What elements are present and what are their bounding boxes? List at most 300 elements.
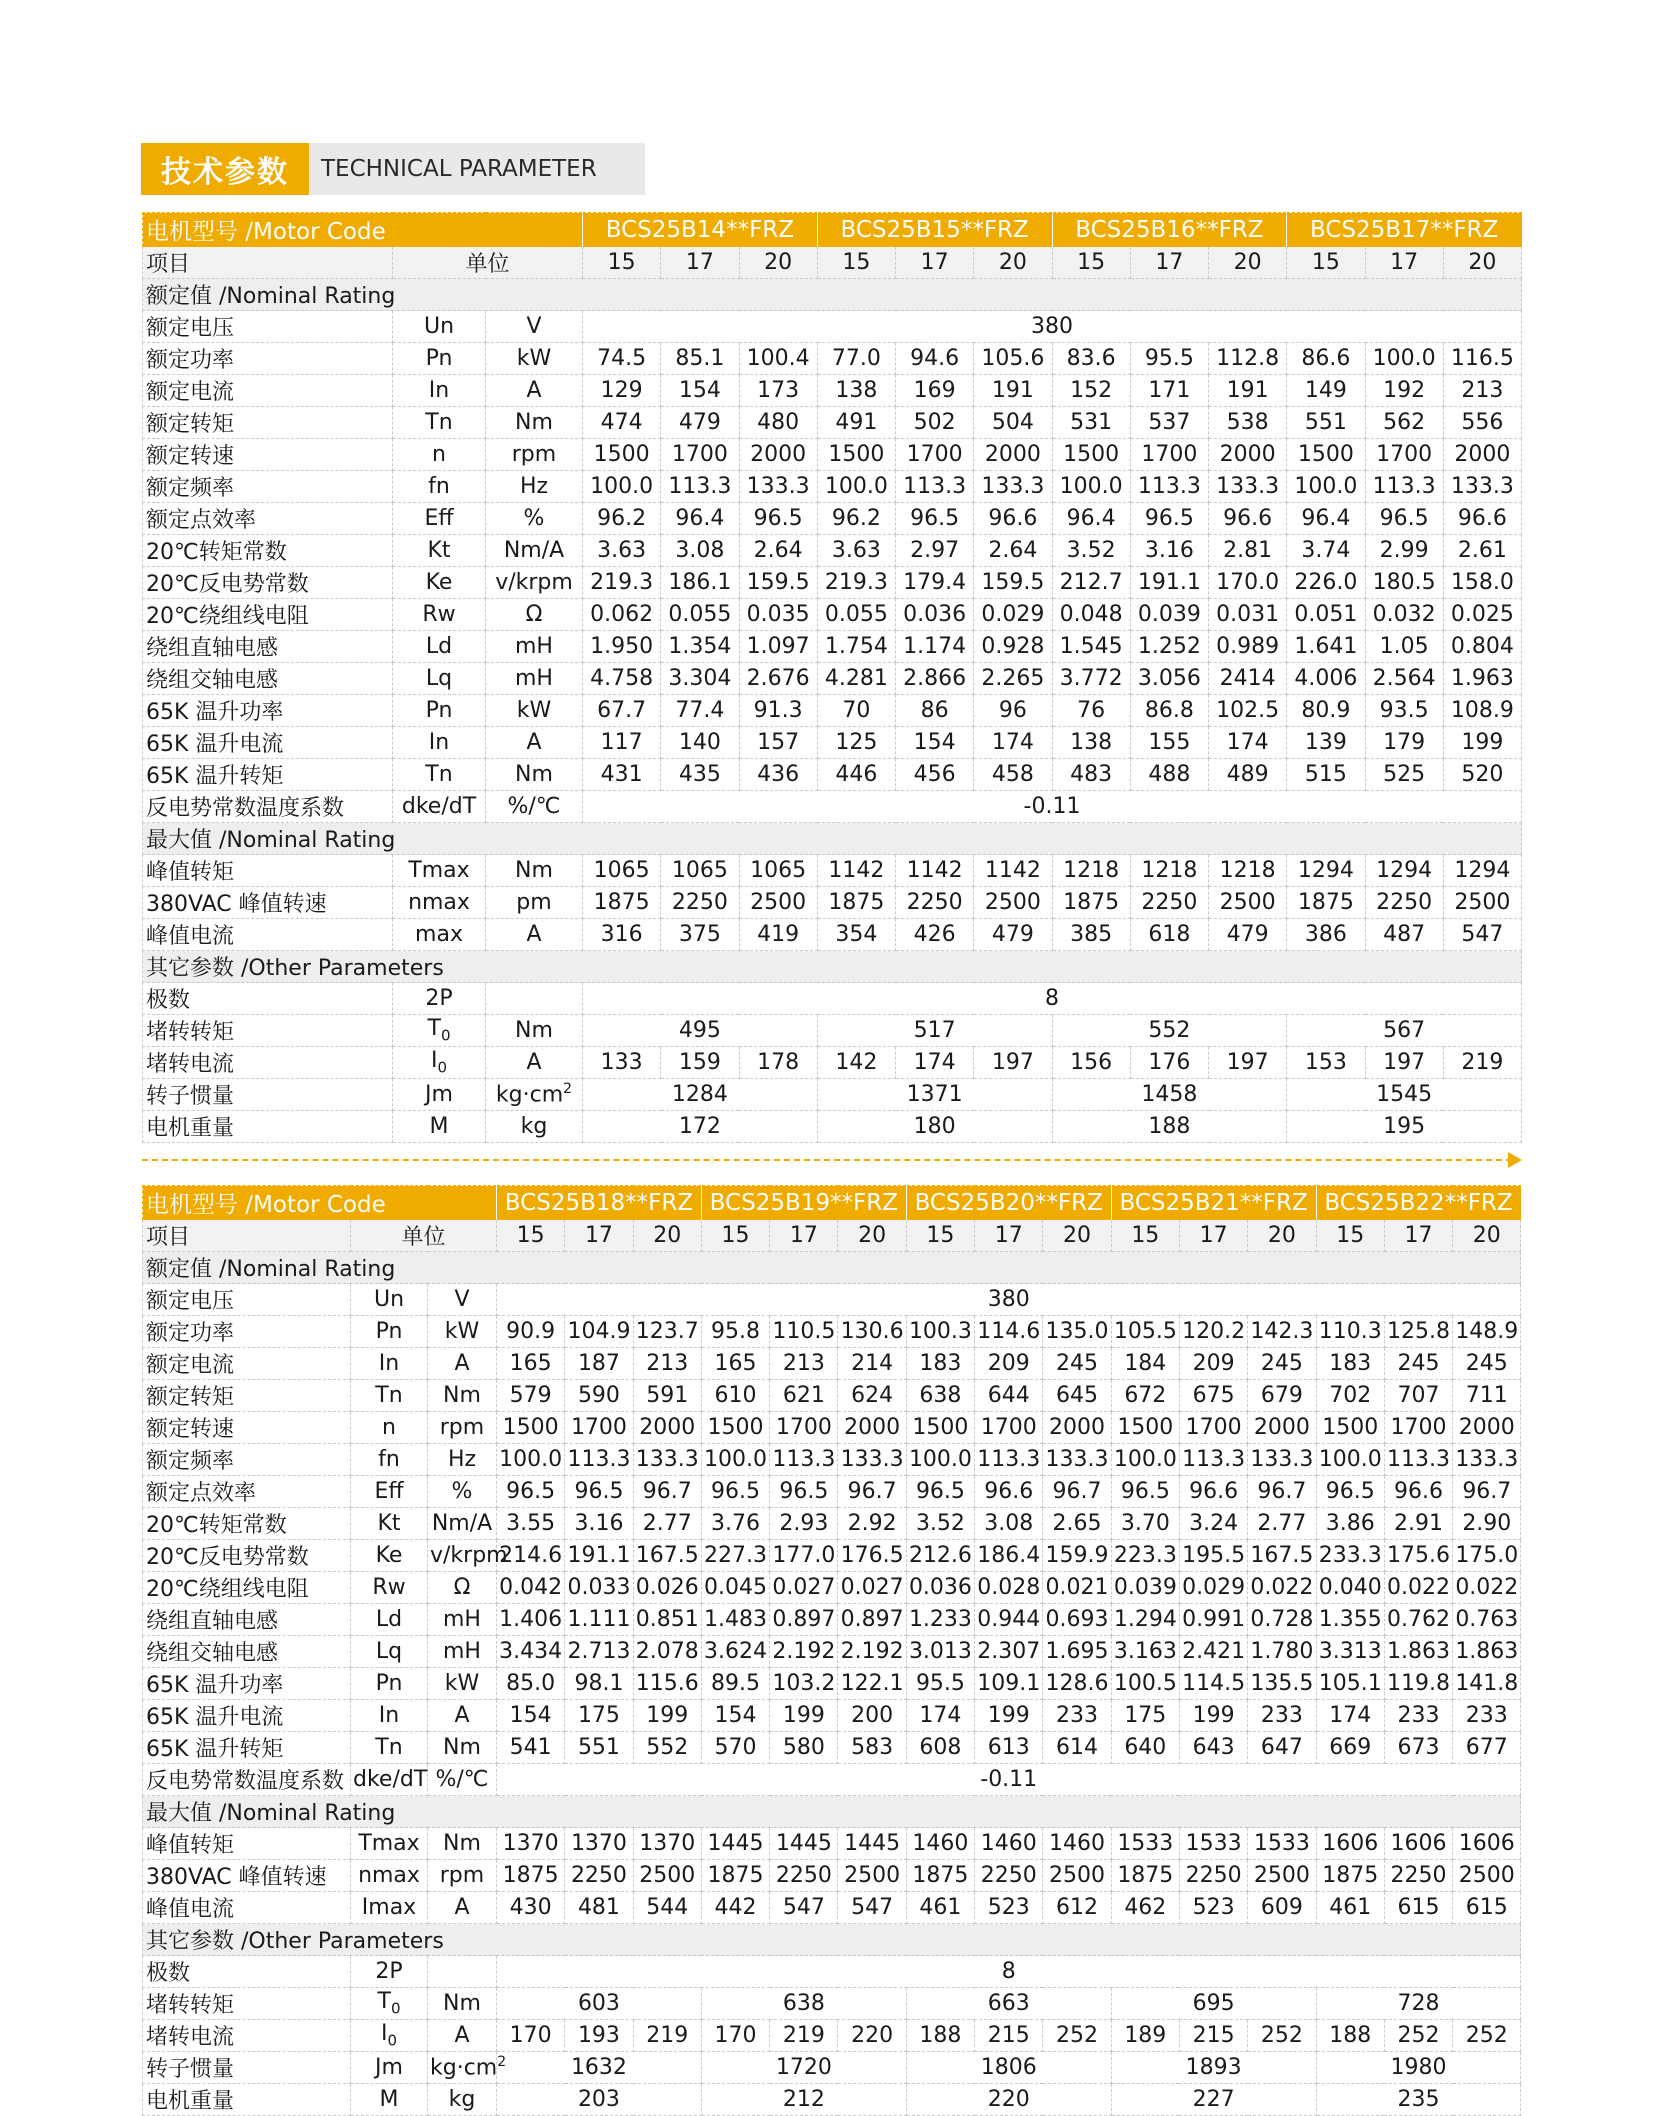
table-row xyxy=(143,1988,1521,2020)
value-cell: 523 xyxy=(1179,1892,1247,1924)
value-cell: 1700 xyxy=(896,439,974,471)
value-cell: 170 xyxy=(497,2020,565,2052)
param-symbol: Ld xyxy=(351,1604,428,1636)
value-cell: 1460 xyxy=(975,1828,1043,1860)
value-cell: 0.032 xyxy=(1365,599,1443,631)
section-row xyxy=(143,1252,1521,1284)
group-value: 728 xyxy=(1316,1988,1521,2020)
value-cell: 1500 xyxy=(906,1412,974,1444)
value-cell: 176.5 xyxy=(838,1540,906,1572)
value-cell: 100.0 xyxy=(1287,471,1365,503)
value-cell: 96.5 xyxy=(770,1476,838,1508)
param-symbol: fn xyxy=(351,1444,428,1476)
value-cell: 621 xyxy=(770,1380,838,1412)
value-cell: 707 xyxy=(1384,1380,1452,1412)
value-cell: 0.991 xyxy=(1179,1604,1247,1636)
value-cell: 96.2 xyxy=(817,503,895,535)
value-cell: 133.3 xyxy=(974,471,1052,503)
value-cell: 480 xyxy=(739,407,817,439)
value-cell: 180.5 xyxy=(1365,567,1443,599)
value-cell: 1370 xyxy=(565,1828,633,1860)
value-cell: 2500 xyxy=(739,887,817,919)
group-value: 695 xyxy=(1111,1988,1316,2020)
value-cell: 167.5 xyxy=(633,1540,701,1572)
table-row xyxy=(143,727,1522,759)
param-symbol xyxy=(351,2052,428,2084)
voltage-header: 17 xyxy=(1365,247,1443,279)
value-cell: 174 xyxy=(1209,727,1287,759)
param-name: 额定转速 xyxy=(143,439,393,471)
value-cell: 442 xyxy=(701,1892,769,1924)
voltage-header: 17 xyxy=(975,1220,1043,1252)
param-symbol: Pn xyxy=(393,343,486,375)
value-cell: 673 xyxy=(1384,1732,1452,1764)
value-cell: 74.5 xyxy=(583,343,661,375)
value-cell: 103.2 xyxy=(770,1668,838,1700)
value-cell: 157 xyxy=(739,727,817,759)
value-cell: 0.033 xyxy=(565,1572,633,1604)
value-cell: 2.078 xyxy=(633,1636,701,1668)
value-cell: 212.6 xyxy=(906,1540,974,1572)
value-cell: 3.55 xyxy=(497,1508,565,1540)
param-symbol: 2P xyxy=(393,983,486,1015)
value-cell: 551 xyxy=(1287,407,1365,439)
value-cell: 191 xyxy=(1209,375,1287,407)
value-cell: 252 xyxy=(1043,2020,1111,2052)
value-cell: 1500 xyxy=(1052,439,1130,471)
value-cell: 3.52 xyxy=(906,1508,974,1540)
value-cell: 125.8 xyxy=(1384,1316,1452,1348)
value-cell: 96.7 xyxy=(1248,1476,1316,1508)
param-unit: Nm xyxy=(428,1828,497,1860)
table-row xyxy=(143,2052,1521,2084)
value-cell: 199 xyxy=(633,1700,701,1732)
value-cell: 113.3 xyxy=(975,1444,1043,1476)
param-unit: Ω xyxy=(486,599,583,631)
value-cell: 113.3 xyxy=(1365,471,1443,503)
group-value: 552 xyxy=(1052,1015,1287,1047)
value-cell: 116.5 xyxy=(1443,343,1521,375)
param-unit: Hz xyxy=(428,1444,497,1476)
value-cell: 0.031 xyxy=(1209,599,1287,631)
param-name: 绕组交轴电感 xyxy=(143,663,393,695)
value-cell: 154 xyxy=(896,727,974,759)
value-cell: 547 xyxy=(1443,919,1521,951)
value-cell: 233 xyxy=(1248,1700,1316,1732)
value-cell: 214 xyxy=(838,1348,906,1380)
value-cell: 2250 xyxy=(1384,1860,1452,1892)
value-cell: 2000 xyxy=(739,439,817,471)
value-cell: 174 xyxy=(896,1047,974,1079)
value-cell: 1700 xyxy=(1179,1412,1247,1444)
value-cell: 2500 xyxy=(1043,1860,1111,1892)
value-cell: 170.0 xyxy=(1209,567,1287,599)
value-cell: 1218 xyxy=(1130,855,1208,887)
value-cell: 122.1 xyxy=(838,1668,906,1700)
value-cell: 96.5 xyxy=(1316,1476,1384,1508)
value-cell: 100.3 xyxy=(906,1316,974,1348)
value-cell: 570 xyxy=(701,1732,769,1764)
value-cell: 1.233 xyxy=(906,1604,974,1636)
value-cell: 1460 xyxy=(1043,1828,1111,1860)
value-cell: 643 xyxy=(1179,1732,1247,1764)
value-cell: 96.2 xyxy=(583,503,661,535)
param-name: 65K 温升电流 xyxy=(143,727,393,759)
param-symbol: Un xyxy=(393,311,486,343)
value-cell: 316 xyxy=(583,919,661,951)
value-cell: 531 xyxy=(1052,407,1130,439)
value-cell: 0.039 xyxy=(1130,599,1208,631)
value-cell: 638 xyxy=(906,1380,974,1412)
value-cell: 133.3 xyxy=(1209,471,1287,503)
value-cell: 96.5 xyxy=(1130,503,1208,535)
param-unit: v/krpm xyxy=(486,567,583,599)
value-cell: 80.9 xyxy=(1287,695,1365,727)
param-name: 65K 温升功率 xyxy=(143,1668,351,1700)
param-unit: rpm xyxy=(486,439,583,471)
voltage-header: 20 xyxy=(1453,1220,1521,1252)
param-symbol: Ke xyxy=(393,567,486,599)
value-cell: 3.74 xyxy=(1287,535,1365,567)
value-cell: 502 xyxy=(896,407,974,439)
value-cell: 2250 xyxy=(661,887,739,919)
value-cell: 544 xyxy=(633,1892,701,1924)
value-cell: 215 xyxy=(975,2020,1043,2052)
value-cell: 672 xyxy=(1111,1380,1179,1412)
section-title-en: TECHNICAL PARAMETER xyxy=(321,156,597,182)
value-cell: 615 xyxy=(1453,1892,1521,1924)
group-value: 195 xyxy=(1287,1111,1522,1143)
value-cell: 252 xyxy=(1453,2020,1521,2052)
table-row xyxy=(143,1015,1522,1047)
value-cell: 96.5 xyxy=(896,503,974,535)
param-symbol: Ke xyxy=(351,1540,428,1572)
value-cell: 2000 xyxy=(633,1412,701,1444)
value-cell: 135.0 xyxy=(1043,1316,1111,1348)
param-name: 额定频率 xyxy=(143,1444,351,1476)
group-value: 517 xyxy=(817,1015,1052,1047)
value-cell: 191.1 xyxy=(565,1540,633,1572)
value-cell: 0.728 xyxy=(1248,1604,1316,1636)
param-name: 转子惯量 xyxy=(143,2052,351,2084)
symbol-text: M xyxy=(379,2087,399,2112)
group-value: 1371 xyxy=(817,1079,1052,1111)
section-row xyxy=(143,823,1522,855)
value-cell: 128.6 xyxy=(1043,1668,1111,1700)
value-cell: 2.65 xyxy=(1043,1508,1111,1540)
value-cell: 1875 xyxy=(583,887,661,919)
table-row xyxy=(143,1732,1521,1764)
value-cell: 675 xyxy=(1179,1380,1247,1412)
item-column-header: 项目 xyxy=(143,247,393,279)
value-cell: 0.055 xyxy=(817,599,895,631)
value-cell: 525 xyxy=(1365,759,1443,791)
voltage-header: 20 xyxy=(1043,1220,1111,1252)
value-cell: 2250 xyxy=(1130,887,1208,919)
value-cell: 175.0 xyxy=(1453,1540,1521,1572)
value-cell: 96.5 xyxy=(906,1476,974,1508)
value-cell: 474 xyxy=(583,407,661,439)
param-name: 65K 温升转矩 xyxy=(143,1732,351,1764)
unit-text: Nm xyxy=(443,1991,481,2016)
voltage-header: 20 xyxy=(1443,247,1521,279)
table-row xyxy=(143,1316,1521,1348)
value-cell: 188 xyxy=(1316,2020,1384,2052)
unit-text: A xyxy=(454,2023,470,2048)
value-cell: 227.3 xyxy=(701,1540,769,1572)
param-name: 65K 温升电流 xyxy=(143,1700,351,1732)
param-name: 峰值转矩 xyxy=(143,855,393,887)
param-unit: V xyxy=(428,1284,497,1316)
param-unit: % xyxy=(486,503,583,535)
table-row xyxy=(143,1860,1521,1892)
value-cell: 354 xyxy=(817,919,895,951)
param-unit xyxy=(428,1988,497,2020)
param-unit xyxy=(486,983,583,1015)
value-cell: 3.624 xyxy=(701,1636,769,1668)
item-column-header: 项目 xyxy=(143,1220,351,1252)
param-symbol: Lq xyxy=(351,1636,428,1668)
value-cell: 214.6 xyxy=(497,1540,565,1572)
table-row xyxy=(143,1828,1521,1860)
value-cell: 179.4 xyxy=(896,567,974,599)
arrow-right-icon xyxy=(1508,1152,1522,1168)
value-cell: 178 xyxy=(739,1047,817,1079)
table-row xyxy=(143,1412,1521,1444)
table-row xyxy=(143,1700,1521,1732)
value-cell: 96.6 xyxy=(974,503,1052,535)
value-cell: 547 xyxy=(770,1892,838,1924)
param-name: 额定电流 xyxy=(143,1348,351,1380)
value-cell: 537 xyxy=(1130,407,1208,439)
table-row xyxy=(143,439,1522,471)
value-cell: 191 xyxy=(974,375,1052,407)
value-cell: 189 xyxy=(1111,2020,1179,2052)
value-cell: 175 xyxy=(1111,1700,1179,1732)
value-cell: 197 xyxy=(974,1047,1052,1079)
param-name: 额定转矩 xyxy=(143,407,393,439)
param-symbol: nmax xyxy=(393,887,486,919)
param-symbol: 2P xyxy=(351,1956,428,1988)
value-cell: 504 xyxy=(974,407,1052,439)
value-cell: 0.022 xyxy=(1453,1572,1521,1604)
param-symbol: Tn xyxy=(393,759,486,791)
param-unit: Nm xyxy=(486,407,583,439)
param-unit: rpm xyxy=(428,1412,497,1444)
value-cell: 76 xyxy=(1052,695,1130,727)
param-name: 极数 xyxy=(143,983,393,1015)
value-cell: 192 xyxy=(1365,375,1443,407)
table-row xyxy=(143,695,1522,727)
value-cell: 130.6 xyxy=(838,1316,906,1348)
value-cell: 1533 xyxy=(1248,1828,1316,1860)
param-symbol: Eff xyxy=(393,503,486,535)
group-value: 1720 xyxy=(701,2052,906,2084)
param-symbol: In xyxy=(351,1700,428,1732)
value-cell: 1700 xyxy=(1384,1412,1452,1444)
voltage-header: 15 xyxy=(906,1220,974,1252)
value-cell: 174 xyxy=(906,1700,974,1732)
value-cell: 209 xyxy=(975,1348,1043,1380)
value-cell: 96.6 xyxy=(1443,503,1521,535)
param-symbol: Pn xyxy=(393,695,486,727)
param-unit: A xyxy=(428,1348,497,1380)
value-cell: 2250 xyxy=(1179,1860,1247,1892)
section-label: 额定值 /Nominal Rating xyxy=(143,279,1522,311)
value-cell: 1.174 xyxy=(896,631,974,663)
value-cell: 85.0 xyxy=(497,1668,565,1700)
column-header-row xyxy=(143,247,1522,279)
param-symbol: max xyxy=(393,919,486,951)
value-cell: 117 xyxy=(583,727,661,759)
symbol-text: M xyxy=(429,1114,449,1139)
value-cell: 174 xyxy=(1316,1700,1384,1732)
value-cell: 1460 xyxy=(906,1828,974,1860)
value-cell: 679 xyxy=(1248,1380,1316,1412)
table-row xyxy=(143,343,1522,375)
section-label: 其它参数 /Other Parameters xyxy=(143,951,1522,983)
value-cell: 2.91 xyxy=(1384,1508,1452,1540)
value-cell: 523 xyxy=(975,1892,1043,1924)
value-cell: 96 xyxy=(974,695,1052,727)
value-cell: 385 xyxy=(1052,919,1130,951)
group-value: 663 xyxy=(906,1988,1111,2020)
param-name: 额定功率 xyxy=(143,343,393,375)
section-row xyxy=(143,1924,1521,1956)
value-cell: 1370 xyxy=(497,1828,565,1860)
value-cell: 1294 xyxy=(1443,855,1521,887)
value-cell: 1500 xyxy=(1287,439,1365,471)
value-cell: 0.762 xyxy=(1384,1604,1452,1636)
value-cell: 645 xyxy=(1043,1380,1111,1412)
param-unit xyxy=(428,2020,497,2052)
param-name: 额定点效率 xyxy=(143,1476,351,1508)
unit-text: kg xyxy=(448,2087,476,2112)
value-cell: 1700 xyxy=(661,439,739,471)
param-unit: Nm xyxy=(486,759,583,791)
model-name: BCS25B20**FRZ xyxy=(906,1186,1111,1220)
section-label: 最大值 /Nominal Rating xyxy=(143,1796,1521,1828)
symbol-text: I xyxy=(380,2021,388,2047)
value-cell: 105.6 xyxy=(974,343,1052,375)
value-cell: 2.64 xyxy=(974,535,1052,567)
value-cell: 213 xyxy=(1443,375,1521,407)
param-symbol xyxy=(393,1015,486,1047)
unit-text: Nm xyxy=(515,1018,553,1043)
table-row xyxy=(143,663,1522,695)
value-cell: 1.111 xyxy=(565,1604,633,1636)
value-cell: 1142 xyxy=(974,855,1052,887)
value-cell: 3.08 xyxy=(975,1508,1043,1540)
param-symbol: n xyxy=(351,1412,428,1444)
value-cell: 552 xyxy=(633,1732,701,1764)
value-cell: 436 xyxy=(739,759,817,791)
value-cell: 113.3 xyxy=(661,471,739,503)
value-cell: 96.6 xyxy=(1179,1476,1247,1508)
voltage-header: 15 xyxy=(1316,1220,1384,1252)
section-row xyxy=(143,279,1522,311)
symbol-text: T xyxy=(427,1016,441,1042)
value-cell: 139 xyxy=(1287,727,1365,759)
value-cell: 2250 xyxy=(770,1860,838,1892)
value-cell: 0.036 xyxy=(896,599,974,631)
value-cell: 1.355 xyxy=(1316,1604,1384,1636)
value-cell: 89.5 xyxy=(701,1668,769,1700)
value-cell: 1218 xyxy=(1209,855,1287,887)
value-cell: 2.192 xyxy=(838,1636,906,1668)
voltage-header: 17 xyxy=(896,247,974,279)
value-cell: 110.3 xyxy=(1316,1316,1384,1348)
param-name: 20℃转矩常数 xyxy=(143,1508,351,1540)
param-name: 380VAC 峰值转速 xyxy=(143,887,393,919)
value-cell: 114.6 xyxy=(975,1316,1043,1348)
value-cell: 86 xyxy=(896,695,974,727)
voltage-header: 15 xyxy=(701,1220,769,1252)
value-cell: 96.5 xyxy=(497,1476,565,1508)
value-cell: 96.6 xyxy=(1209,503,1287,535)
value-cell: 0.897 xyxy=(838,1604,906,1636)
param-name: 转子惯量 xyxy=(143,1079,393,1111)
value-cell: 610 xyxy=(701,1380,769,1412)
param-unit: v/krpm xyxy=(428,1540,497,1572)
table-row xyxy=(143,1111,1522,1143)
param-name: 电机重量 xyxy=(143,1111,393,1143)
param-name: 20℃绕组线电阻 xyxy=(143,1572,351,1604)
param-unit xyxy=(428,1956,497,1988)
value-cell: 0.045 xyxy=(701,1572,769,1604)
table-row xyxy=(143,1604,1521,1636)
voltage-header: 15 xyxy=(817,247,895,279)
value-cell: 1.294 xyxy=(1111,1604,1179,1636)
value-cell: 1.950 xyxy=(583,631,661,663)
value-cell: 583 xyxy=(838,1732,906,1764)
param-symbol: dke/dT xyxy=(393,791,486,823)
value-cell: 245 xyxy=(1453,1348,1521,1380)
table-row xyxy=(143,1636,1521,1668)
param-name: 堵转转矩 xyxy=(143,1988,351,2020)
value-cell: 96.6 xyxy=(975,1476,1043,1508)
param-symbol: n xyxy=(393,439,486,471)
voltage-header: 15 xyxy=(1111,1220,1179,1252)
param-unit: %/℃ xyxy=(486,791,583,823)
value-cell: 173 xyxy=(739,375,817,407)
value-cell: 1294 xyxy=(1365,855,1443,887)
value-cell: 2250 xyxy=(565,1860,633,1892)
voltage-header: 15 xyxy=(1052,247,1130,279)
value-cell: 1.406 xyxy=(497,1604,565,1636)
value-cell: 113.3 xyxy=(770,1444,838,1476)
value-cell: 3.304 xyxy=(661,663,739,695)
voltage-header: 20 xyxy=(1248,1220,1316,1252)
symbol-text: I xyxy=(430,1048,438,1074)
value-cell: 1500 xyxy=(1316,1412,1384,1444)
group-value: 1458 xyxy=(1052,1079,1287,1111)
table-row xyxy=(143,599,1522,631)
value-cell: 579 xyxy=(497,1380,565,1412)
value-cell: 223.3 xyxy=(1111,1540,1179,1572)
value-cell: 2.92 xyxy=(838,1508,906,1540)
param-name: 堵转电流 xyxy=(143,2020,351,2052)
table-row xyxy=(143,1444,1521,1476)
value-cell: 154 xyxy=(497,1700,565,1732)
value-cell: 252 xyxy=(1248,2020,1316,2052)
value-cell: 184 xyxy=(1111,1348,1179,1380)
param-unit: Nm/A xyxy=(486,535,583,567)
param-unit: V xyxy=(486,311,583,343)
value-cell: 153 xyxy=(1287,1047,1365,1079)
table-row xyxy=(143,535,1522,567)
value-cell: 0.763 xyxy=(1453,1604,1521,1636)
